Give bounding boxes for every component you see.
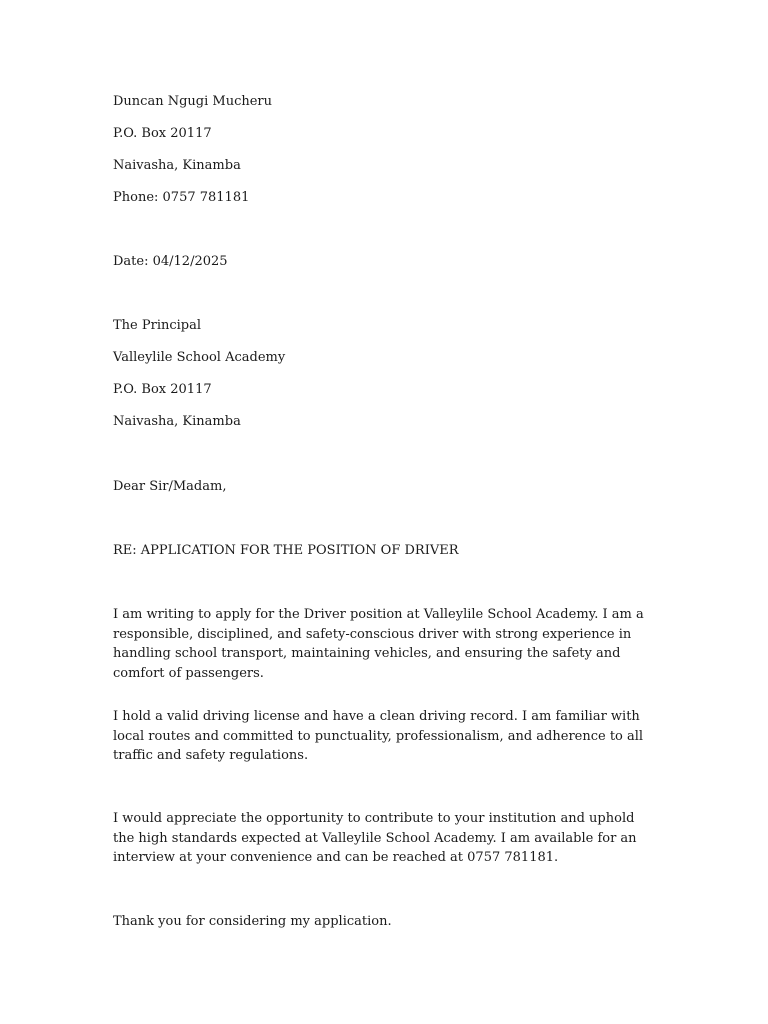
body-paragraph-intro: I am writing to apply for the Driver position at Valleylile School Academy. I am a responsible, disciplined, and safety-conscious driver with strong experience in handling school transport, maintaining vehicles, and ensuring the safety and comfort of passengers. xyxy=(113,607,644,681)
subject-line: RE: APPLICATION FOR THE POSITION OF DRIVER xyxy=(113,543,459,558)
letter-date: Date: 04/12/2025 xyxy=(113,254,228,269)
body-paragraph-qualifications: I hold a valid driving license and have a clean driving record. I am familiar with local routes and committed to punctuality, professionalism, and adherence to all traffic and safety regulations. xyxy=(113,709,644,763)
recipient-po-box: P.O. Box 20117 xyxy=(113,382,212,397)
sender-po-box: P.O. Box 20117 xyxy=(113,126,212,141)
salutation: Dear Sir/Madam, xyxy=(113,479,227,494)
recipient-institution: Valleylile School Academy xyxy=(113,350,286,365)
body-paragraph-closing: I would appreciate the opportunity to contribute to your institution and uphold the high standards expected at Valleylile School Academy. I am available for an interview at your convenience and can be reached at 0757 781181. xyxy=(113,811,637,865)
sender-phone: Phone: 0757 781181 xyxy=(113,190,250,205)
body-paragraph-thanks: Thank you for considering my application. xyxy=(113,914,392,929)
sender-town: Naivasha, Kinamba xyxy=(113,158,241,173)
recipient-title: The Principal xyxy=(113,318,202,333)
sender-name: Duncan Ngugi Mucheru xyxy=(113,94,273,109)
recipient-town: Naivasha, Kinamba xyxy=(113,414,241,429)
